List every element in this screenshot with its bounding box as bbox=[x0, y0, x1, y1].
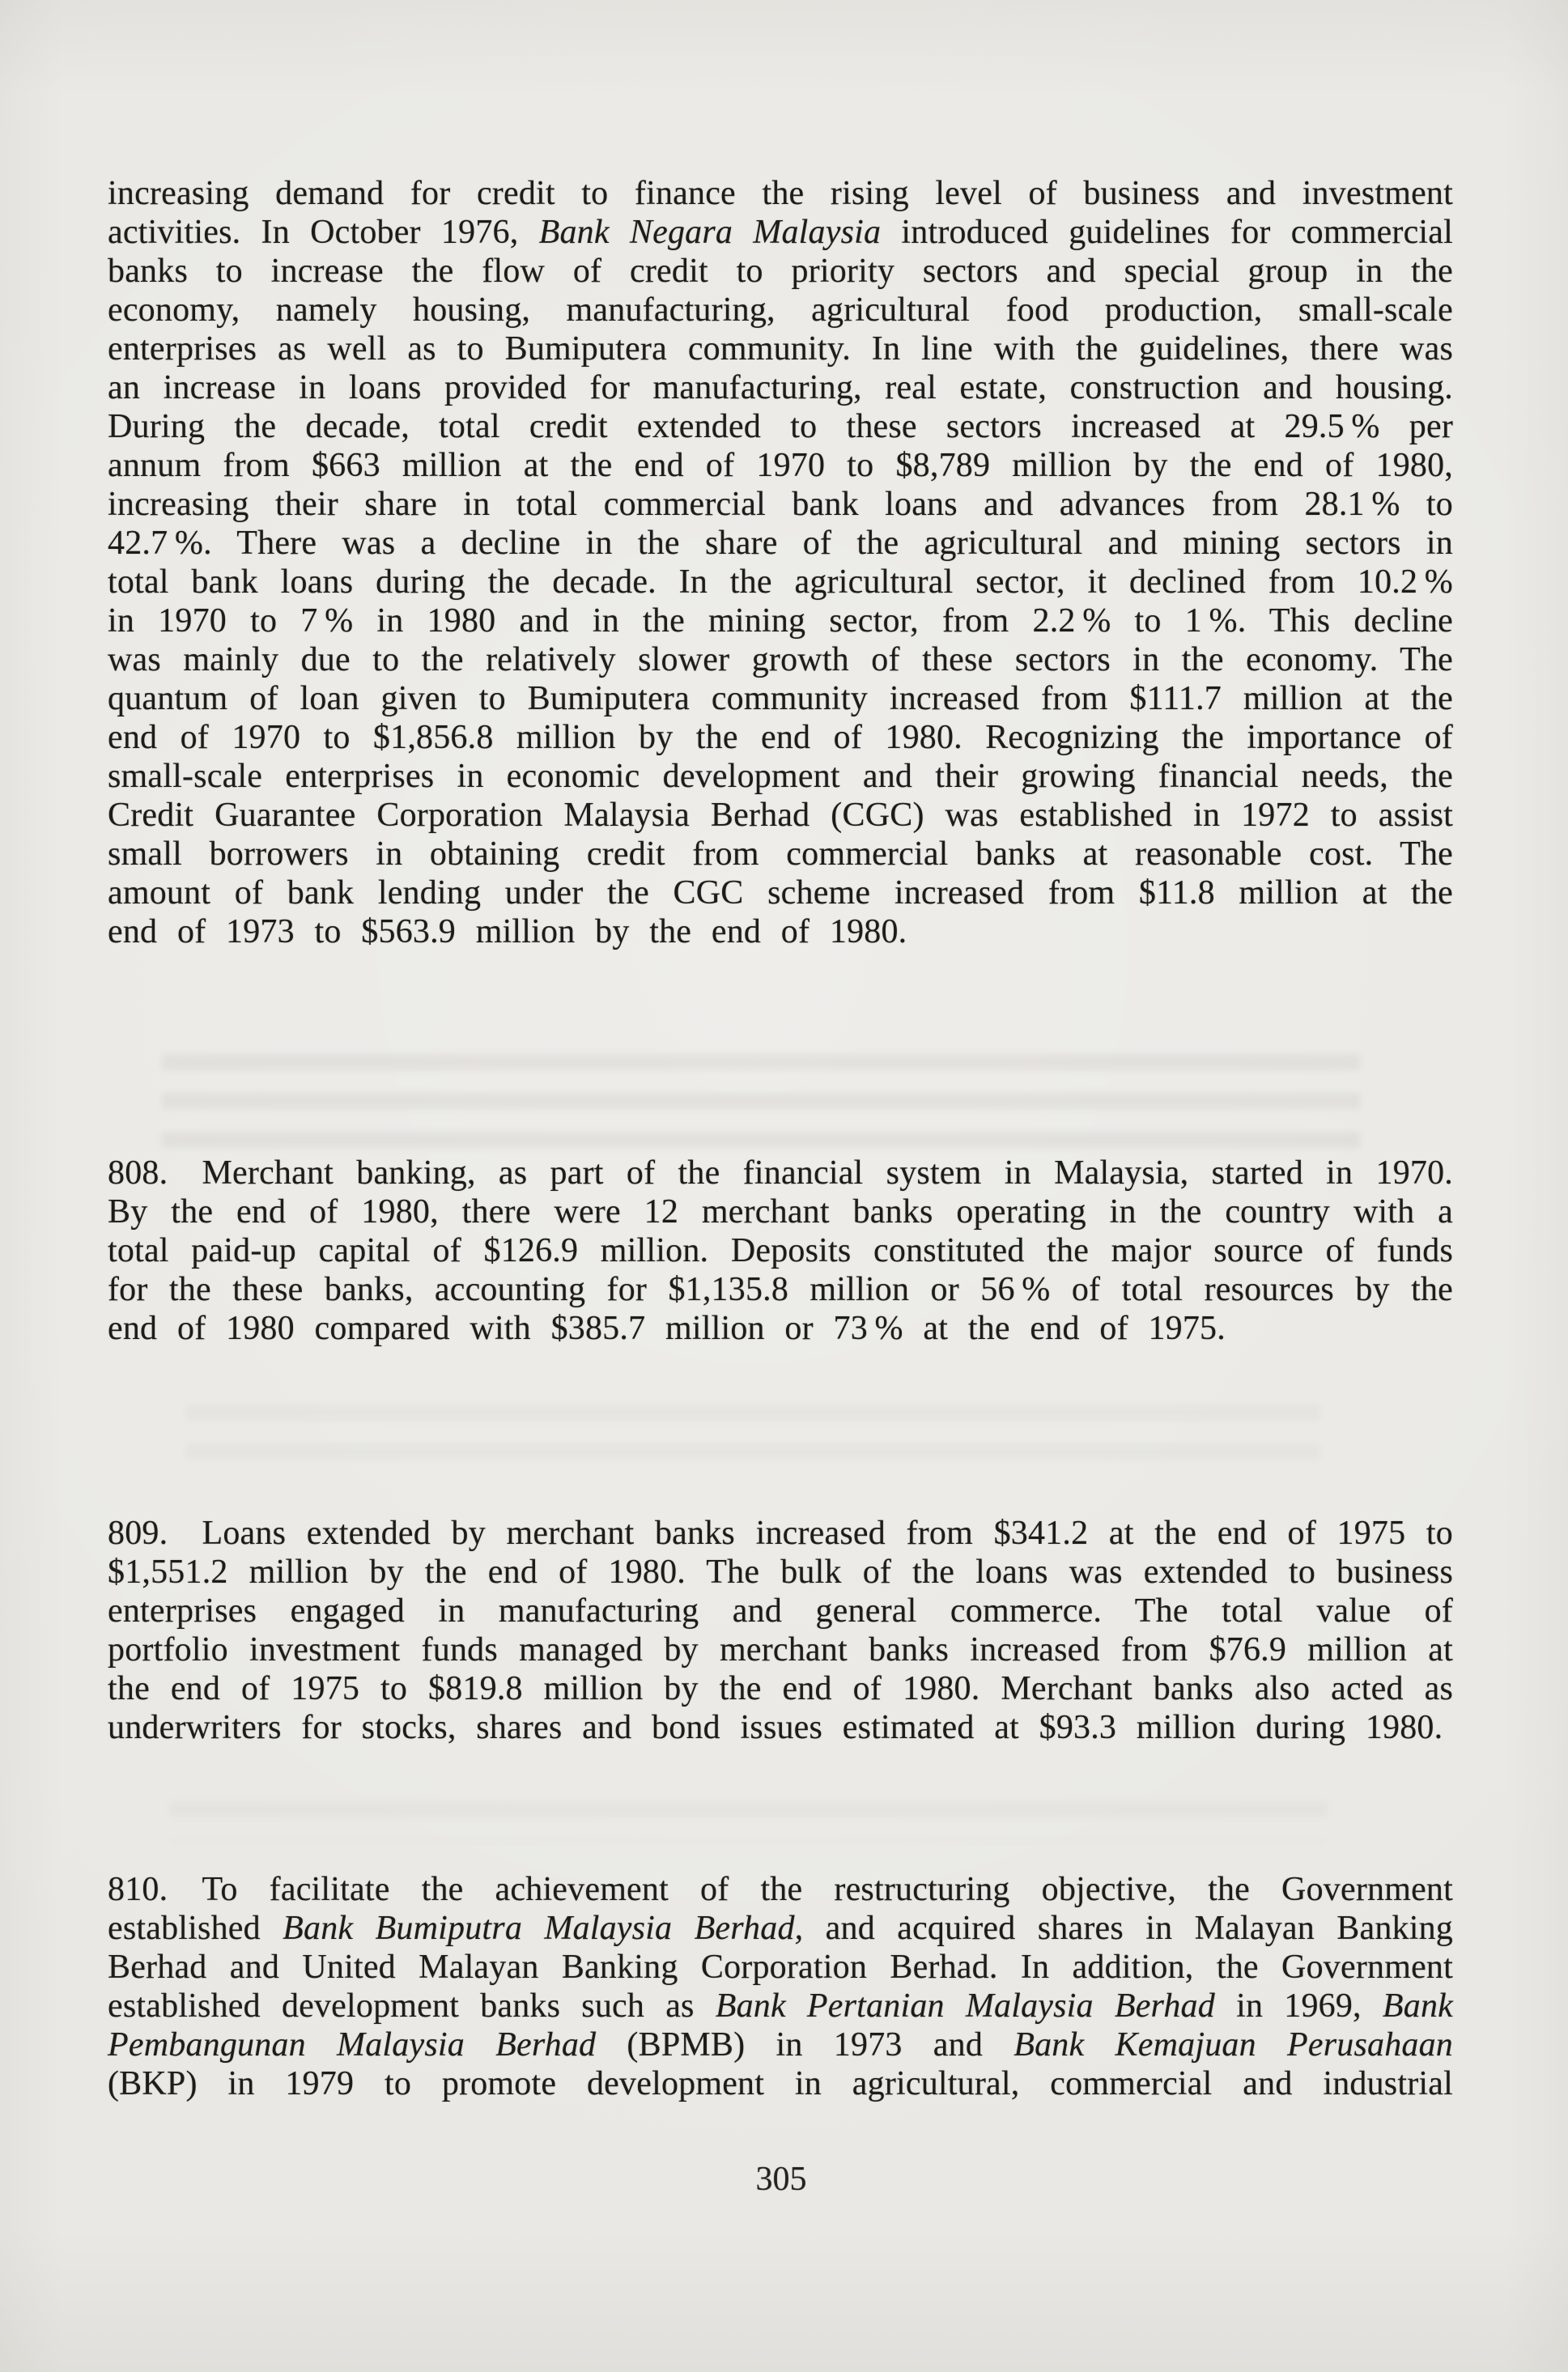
ink-showthrough-artifact bbox=[170, 1801, 1328, 1842]
text-run: 809. Loans extended by merchant banks increased from $341.2 at the end of 1975 to $1,551.2 million by the end of 1980. The bulk of the loans was extended to business enterprises engaged in manufacturing and general commerce. The total value of portfolio investment funds managed by merchant banks increased from $76.9 million at the end of 1975 to $819.8 million by the end of 1980. Merchant banks also acted as underwriters for stocks, shares and bond issues estimated at $93.3 million during 1980. bbox=[108, 1515, 1453, 1746]
text-run: (BPMB) in 1973 and bbox=[596, 2026, 1014, 2064]
italic-text-run: Bank Kemajuan Perusahaan bbox=[1013, 2026, 1453, 2064]
italic-text-run: Bank Pertanian Malaysia Berhad bbox=[715, 1987, 1215, 2025]
ink-showthrough-artifact bbox=[162, 1054, 1360, 1151]
italic-text-run: Bank Pembangunan Malaysia Berhad bbox=[108, 1987, 1453, 2064]
paragraph-809 bbox=[108, 1514, 1453, 1747]
text-run: increasing demand for credit to finance the rising level of business and investment activities. In October 1976, bbox=[108, 175, 1453, 251]
text-run: (BKP) in 1979 to promote development in agricultural, commercial and industrial bbox=[108, 2065, 1453, 2102]
text-run: and acquired shares in Malayan Banking Berhad and United Malayan Banking Corporation Berhad. In addition, the Government established development banks such as bbox=[108, 1910, 1453, 2025]
italic-text-run: Bank Negara Malaysia bbox=[538, 214, 882, 251]
text-run: in 1969, bbox=[1214, 1987, 1383, 2025]
text-run: introduced guidelines for commercial banks to increase the flow of credit to priority sectors and special group in the economy, namely housing, manufacturing, agricultural food production, small-scale enterprises as well as to Bumiputera community. In line with the guidelines, there was an increase in loans provided for manufacturing, real estate, construction and housing. During the decade, total credit extended to these sectors increased at 29.5 % per annum from $663 million at the end of 1970 to $8,789 million by the end of 1980, increasing their share in total commercial bank loans and advances from 28.1 % to 42.7 %. There was a decline in the share of the agricultural and mining sectors in total bank loans during the decade. In the agricultural sector, it declined from 10.2 % in 1970 to 7 % in 1980 and in the mining sector, from 2.2 % to 1 %. This decline was mainly due to the relatively slower growth of these sectors in the economy. The quantum of loan given to Bumiputera community increased from $111.7 million at the end of 1970 to $1,856.8 million by the end of 1980. Recognizing the importance of small-scale enterprises in economic development and their growing financial needs, the Credit Guarantee Corporation Malaysia Berhad (CGC) was established in 1972 to assist small borrowers in obtaining credit from commercial banks at reasonable cost. The amount of bank lending under the CGC scheme increased from $11.8 million at the end of 1973 to $563.9 million by the end of 1980. bbox=[108, 214, 1454, 950]
paragraph-808 bbox=[108, 1154, 1453, 1348]
paragraph-810 bbox=[108, 1870, 1453, 2103]
page-number: 305 bbox=[755, 2161, 807, 2198]
italic-text-run: Bank Bumiputra Malaysia Berhad, bbox=[283, 1910, 804, 1947]
text-run: 810. To facilitate the achievement of the restructuring objective, the Government established bbox=[108, 1871, 1453, 1947]
ink-showthrough-artifact bbox=[186, 1405, 1319, 1482]
text-run: 808. Merchant banking, as part of the financial system in Malaysia, started in 1970. By the end of 1980, there were 12 merchant banks operating in the country with a total paid-up capital of $126.9 million. Deposits constituted the major source of funds for the these banks, accounting for $1,135.8 million or 56 % of total resources by the end of 1980 compared with $385.7 million or 73 % at the end of 1975. bbox=[108, 1154, 1453, 1347]
paragraph-continuation bbox=[108, 174, 1453, 951]
